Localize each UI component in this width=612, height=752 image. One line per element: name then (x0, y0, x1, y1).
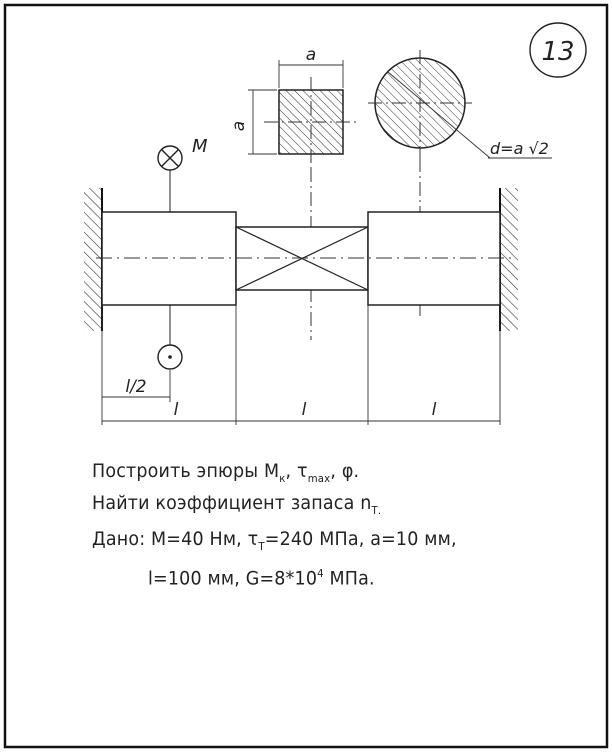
task-line-4: l=100 мм, $G=8*10^4$ МПа. (148, 567, 375, 590)
length-label-2: l (301, 400, 307, 420)
square-side-top-label: a (305, 45, 317, 65)
task-line-3: Дано: M=40 Нм, $\tau_Т=240$ МПа, а=10 мм, (92, 528, 457, 553)
round-section (368, 50, 552, 158)
left-wall (84, 188, 102, 331)
diameter-label: d=a √2 (490, 139, 549, 158)
problem-number-badge (530, 23, 586, 77)
length-label-3: l (431, 400, 437, 420)
moment-label: M (192, 136, 208, 157)
task-line-1: Построить эпюры $M_к$, $\tau_{max}$, φ. (92, 460, 360, 485)
task-line-2: Найти коэффициент запаса $n_{Т.}$ (92, 492, 382, 517)
problem-number: 13 (541, 37, 575, 67)
length-label-1: l (173, 400, 179, 420)
moment-out-icon (158, 305, 182, 369)
half-length-dimension (102, 370, 170, 402)
half-length-label: l/2 (125, 377, 147, 397)
square-side-left-label: a (229, 120, 249, 132)
moment-into-icon (158, 146, 182, 212)
right-wall (500, 188, 518, 331)
square-section (229, 45, 358, 168)
